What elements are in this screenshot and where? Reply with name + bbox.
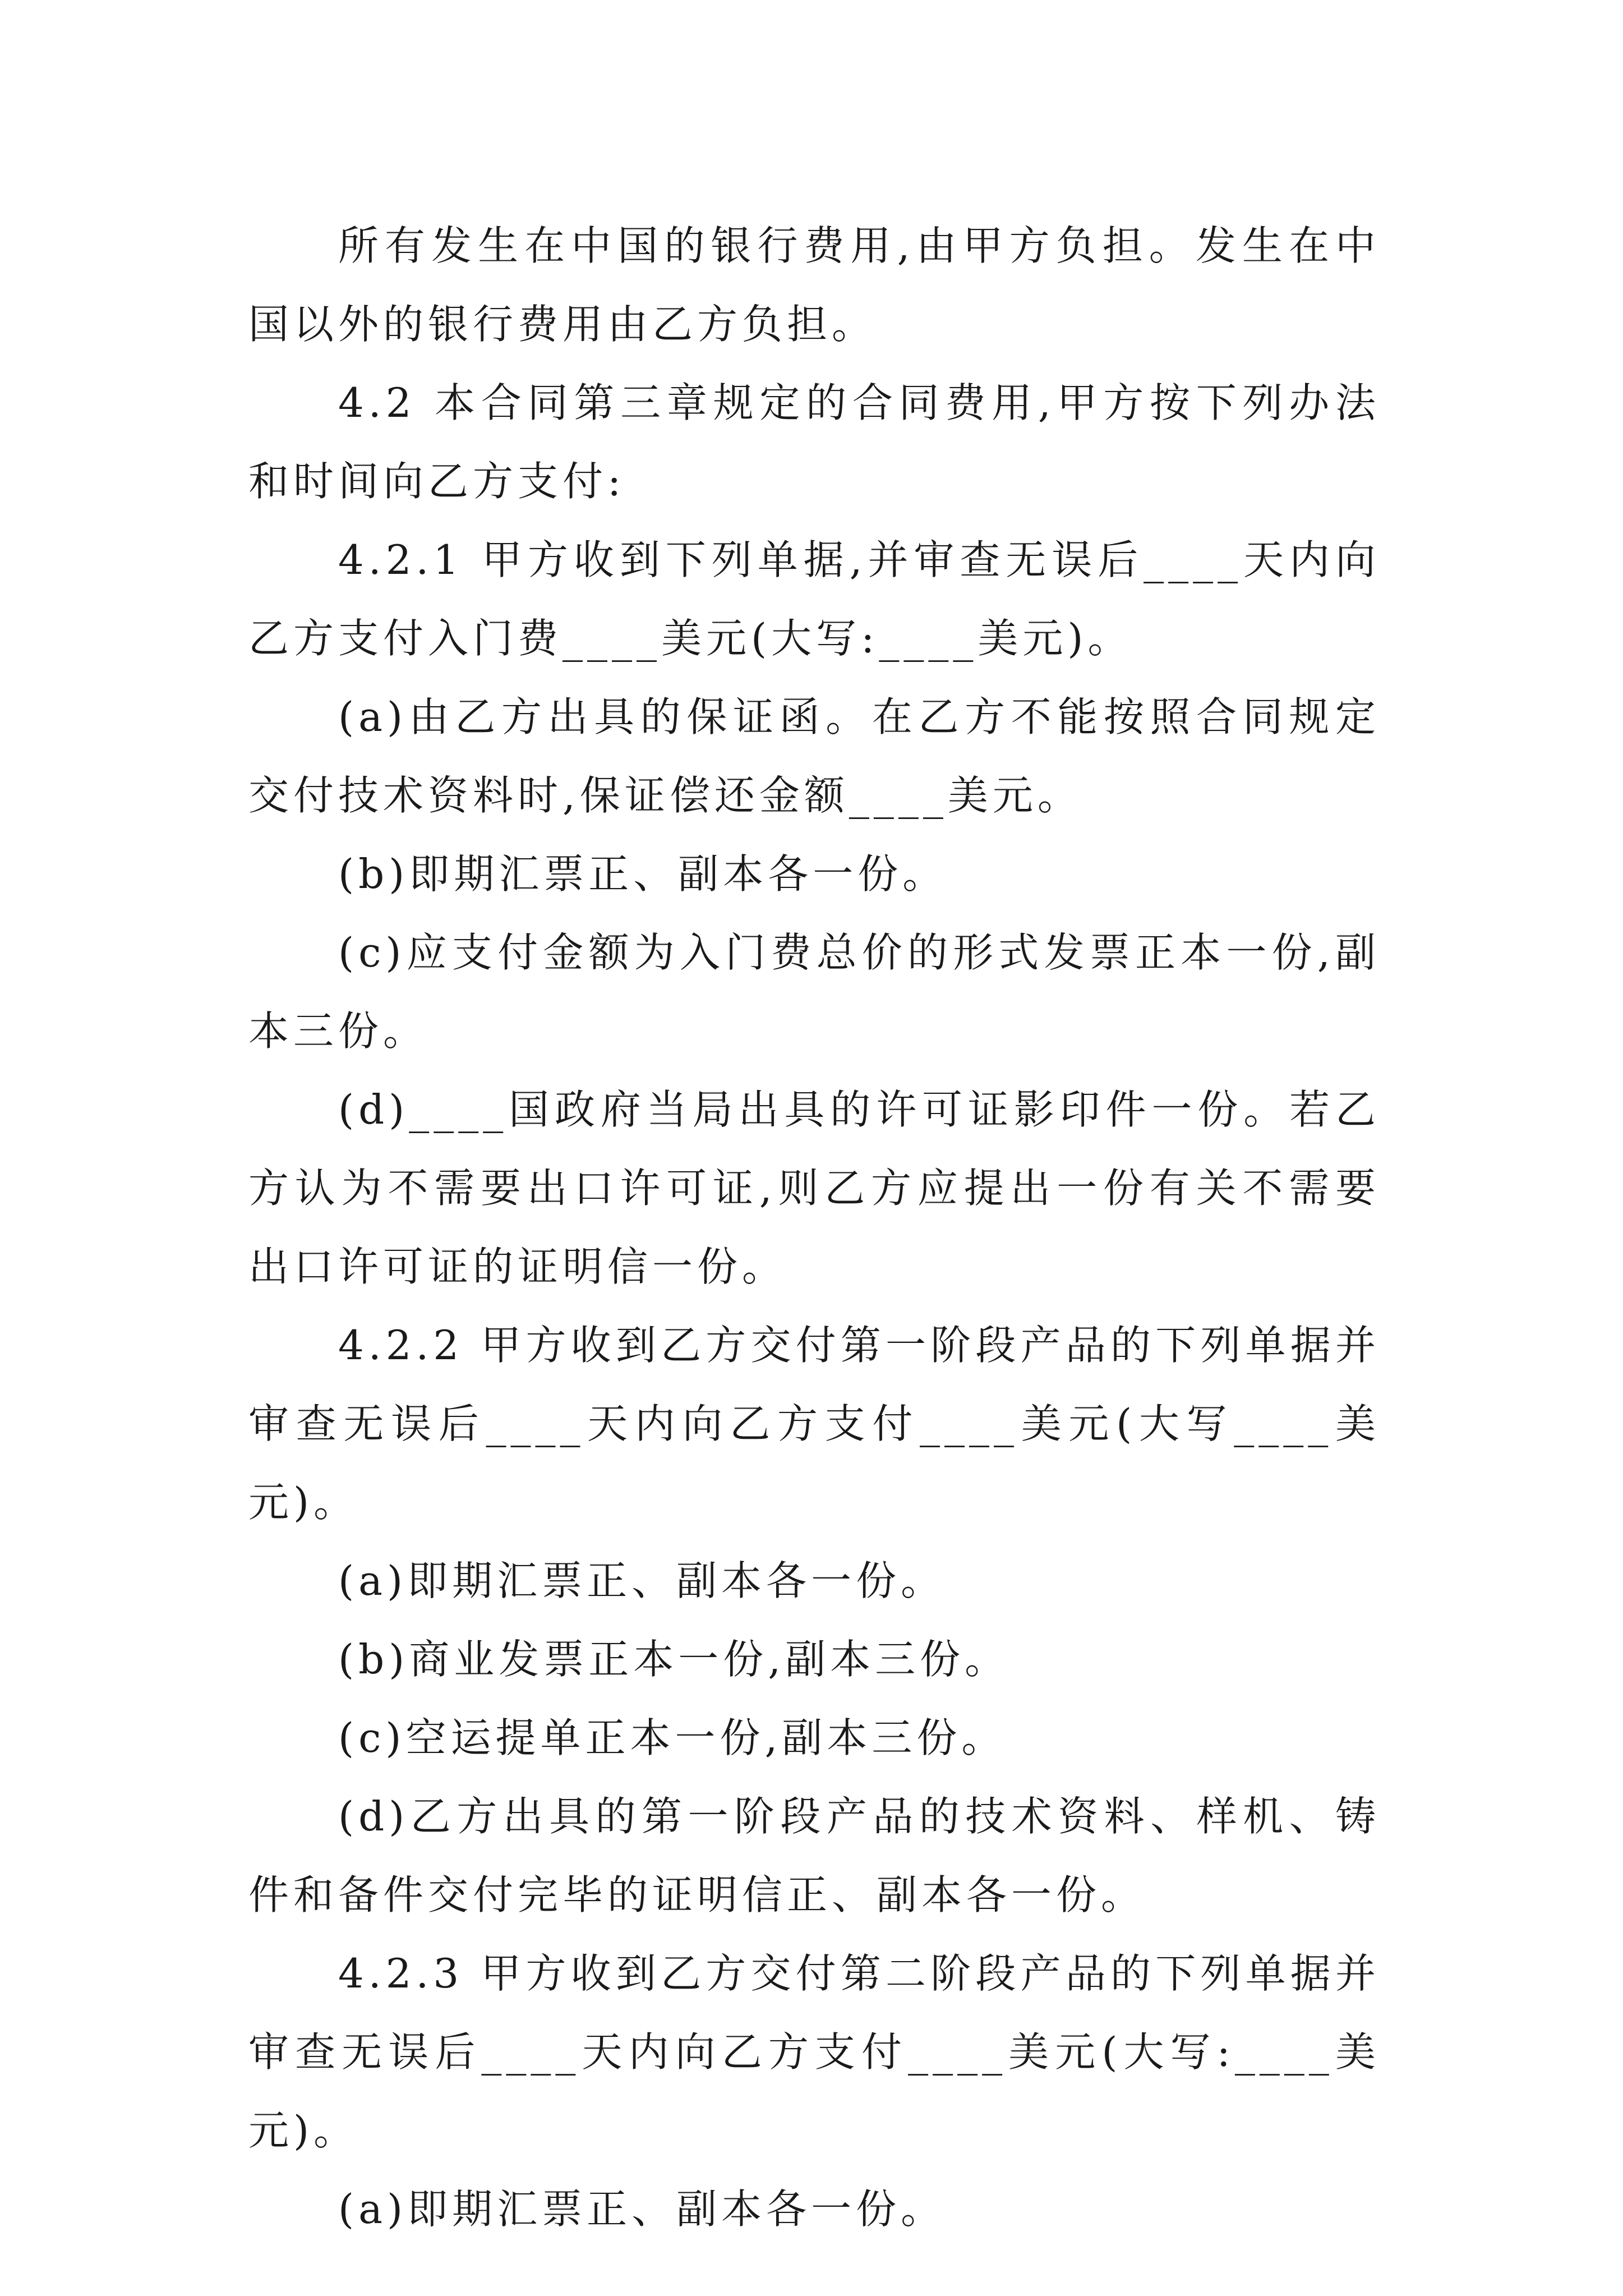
document-body [248,206,1380,2248]
paragraph-4-2-2: 4.2.2 甲方收到乙方交付第一阶段产品的下列单据并审查无误后____天内向乙方支付____美元(大写____美元)。 [248,1322,1380,1526]
paragraph-4-2-1-d: (d)____国政府当局出具的许可证影印件一份。若乙方认为不需要出口许可证,则乙方应提出一份有关不需要出口许可证的证明信一份。 [248,1086,1380,1290]
paragraph-4-2-3-a: (a)即期汇票正、副本各一份。 [338,2185,946,2233]
paragraph-4-2: 4.2 本合同第三章规定的合同费用,甲方按下列办法和时间向乙方支付: [248,379,1380,505]
paragraph-4-2-2-c: (c)空运提单正本一份,副本三份。 [338,1714,1007,1761]
paragraph-4-2-1-c: (c)应支付金额为入门费总价的形式发票正本一份,副本三份。 [248,929,1380,1055]
paragraph-bank-fees: 所有发生在中国的银行费用,由甲方负担。发生在中国以外的银行费用由乙方负担。 [248,222,1380,348]
paragraph-4-2-1: 4.2.1 甲方收到下列单据,并审查无误后____天内向乙方支付入门费____美元(大写:____美元)。 [248,536,1380,662]
paragraph-4-2-3: 4.2.3 甲方收到乙方交付第二阶段产品的下列单据并审查无误后____天内向乙方支付____美元(大写:____美元)。 [248,1950,1380,2154]
paragraph-4-2-2-b: (b)商业发票正本一份,副本三份。 [338,1636,1010,1683]
paragraph-4-2-1-a: (a)由乙方出具的保证函。在乙方不能按照合同规定交付技术资料时,保证偿还金额____美元。 [248,693,1380,819]
paragraph-4-2-1-b: (b)即期汇票正、副本各一份。 [338,850,948,898]
paragraph-4-2-2-d: (d)乙方出具的第一阶段产品的技术资料、样机、铸件和备件交付完毕的证明信正、副本各一份。 [248,1793,1380,1918]
paragraph-4-2-2-a: (a)即期汇票正、副本各一份。 [338,1557,946,1604]
